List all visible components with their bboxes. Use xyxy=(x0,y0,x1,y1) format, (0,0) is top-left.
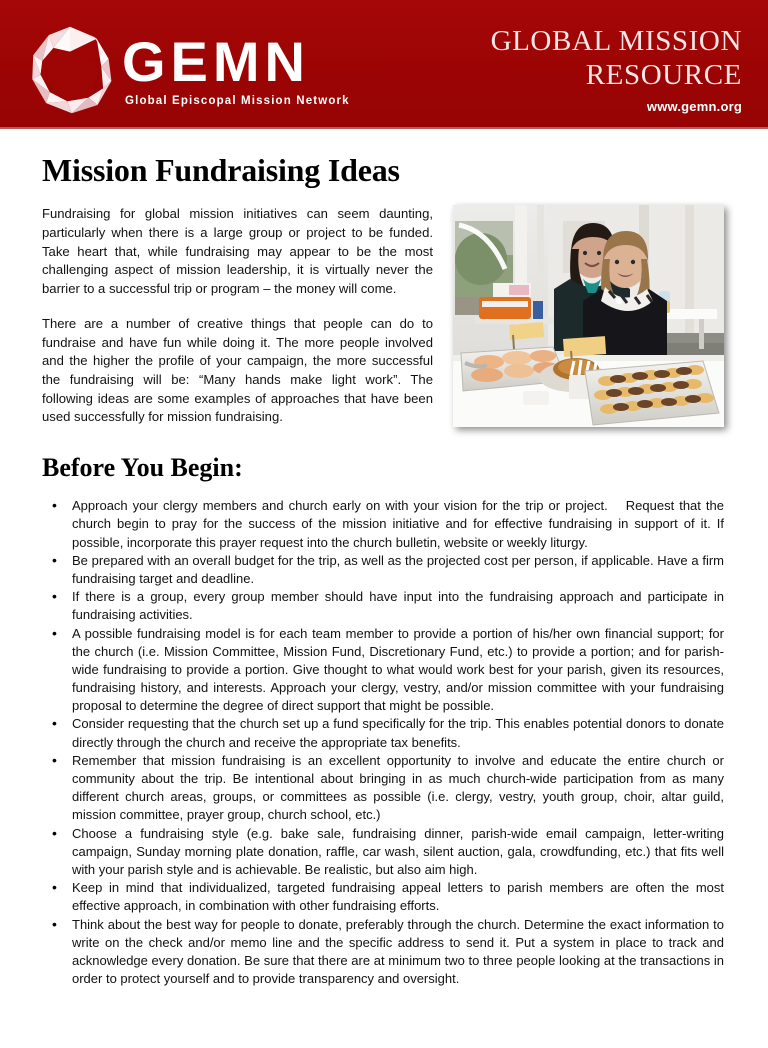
before-you-begin-list xyxy=(42,497,724,988)
list-item: • Approach your clergy members and church early on with your vision for the trip or project. Request that the church begin to pray for the success of the mission initiative and for effective fundraising in support of it. If possible, incorporate this prayer request into the church bulletin, website or weekly liturgy. xyxy=(42,497,724,552)
list-item: • Choose a fundraising style (e.g. bake sale, fundraising dinner, parish-wide email campaign, letter-writing campaign, Sunday morning plate donation, raffle, car wash, silent auction, gala, crowdfunding, etc.) that fits well with your parish style and is achievable. Be realistic, but also aim high. xyxy=(42,825,724,880)
header-title-line-2: RESOURCE xyxy=(585,59,742,92)
list-item: • Think about the best way for people to donate, preferably through the church. Determine the exact information to write on the check and/or memo line and the specific address to send it. Put a system in place to track and acknowledge every donation. Be sure that there are at minimum two to three people looking at the transactions in order to protect yourself and to provide transparency and oversight. xyxy=(42,916,724,989)
list-item: • If there is a group, every group member should have input into the fundraising approach and participate in fundraising activities. xyxy=(42,588,724,624)
intro-paragraph-1: Fundraising for global mission initiatives can seem daunting, particularly when there is a large group or project to be funded. Take heart that, while fundraising may appear to be the most challenging aspect of mission leadership, it is virtually never the barrier to a successful trip or program – the money will come. xyxy=(42,206,433,297)
section-heading-before-you-begin: Before You Begin: xyxy=(42,453,243,483)
brand-logo-lockup xyxy=(24,24,350,116)
page-header-band xyxy=(0,0,768,129)
page-bottom-spacer xyxy=(42,988,724,1048)
gemn-polygon-logo-icon xyxy=(24,24,116,116)
bake-sale-photo xyxy=(453,205,724,427)
intro-section xyxy=(42,205,724,433)
list-item: • Remember that mission fundraising is an excellent opportunity to involve and educate the entire church or community about the trip. Be intentional about bringing in as much church-wide participation from as many different church areas, groups, or committees as possible (i.e. clergy, vestry, youth group, choir, altar guild, mission committee, prayer group, church school, etc.) xyxy=(42,752,724,825)
list-item: • Keep in mind that individualized, targeted fundraising appeal letters to parish members are often the most effective approach, in combination with other fundraising efforts. xyxy=(42,879,724,915)
list-item: • Consider requesting that the church set up a fund specifically for the trip. This enables potential donors to donate directly through the church and receive the appropriate tax benefits. xyxy=(42,715,724,751)
header-title-line-1: GLOBAL MISSION xyxy=(490,25,742,57)
header-resource-title xyxy=(422,24,742,114)
brand-tagline: Global Episcopal Mission Network xyxy=(125,94,350,107)
page-title: Mission Fundraising Ideas xyxy=(42,152,400,188)
brand-wordmark xyxy=(122,30,350,107)
list-item: • A possible fundraising model is for each team member to provide a portion of his/her own financial support; for the church (i.e. Mission Committee, Mission Fund, Discretionary Fund, etc.) to provide a portion; and for parish-wide fundraising to provide a portion. Give thought to what would work best for your parish, given its resources, fundraising history, and interests. Approach your clergy, vestry, and/or mission committee with your fundraising proposal to determine the degree of direct support that might be possible. xyxy=(42,625,724,716)
list-item: • Be prepared with an overall budget for the trip, as well as the projected cost per person, if applicable. Have a firm fundraising target and deadline. xyxy=(42,552,724,588)
intro-paragraph-2: There are a number of creative things that people can do to fundraise and have fun while doing it. The more people involved and the higher the profile of your campaign, the more successful the fundraising will be: “Many hands make light work”. The following ideas are some examples of approaches that have been used successfully for mission fundraising. xyxy=(42,315,433,425)
gemn-website-url[interactable]: www.gemn.org xyxy=(646,99,742,115)
document-body xyxy=(0,153,768,1048)
intro-text-column xyxy=(42,205,433,427)
brand-name: GEMN xyxy=(122,30,310,94)
